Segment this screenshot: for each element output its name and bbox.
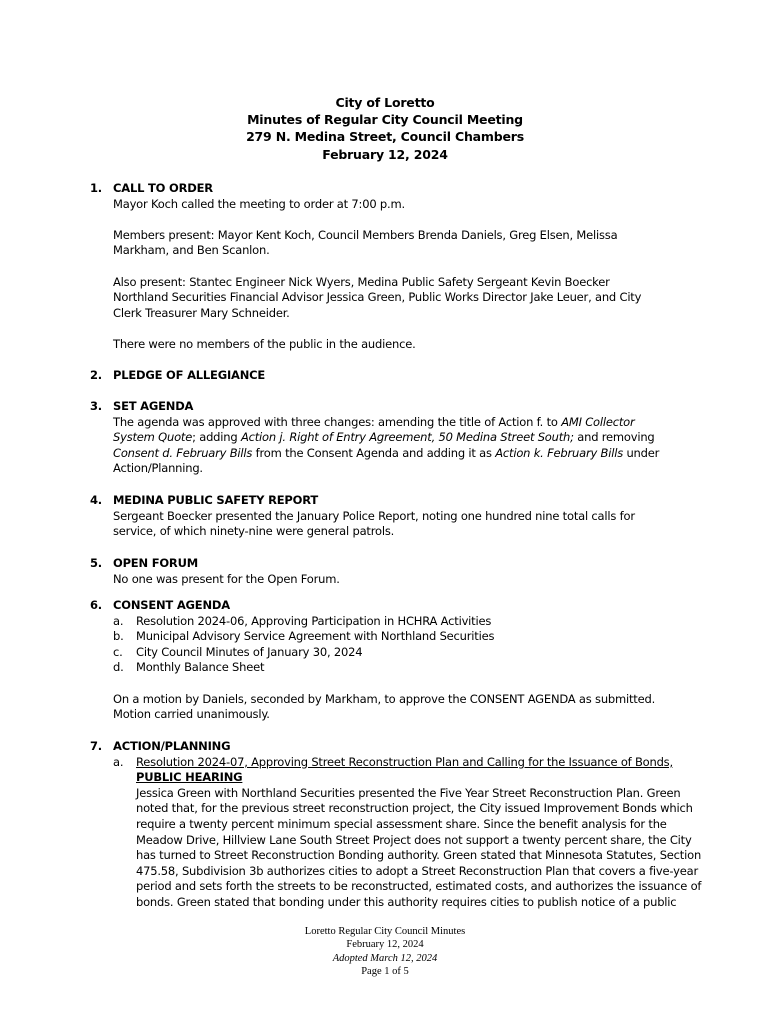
- city-name: City of Loretto: [335, 95, 435, 110]
- list-item: d. Monthly Balance Sheet: [113, 660, 265, 675]
- paragraph: Mayor Koch called the meeting to order at 7:00 p.m.: [113, 196, 405, 211]
- paragraph-line: bonds. Green stated that bonding under this authority requires cities to publish notice of a public: [136, 894, 677, 909]
- section-number: 6.: [90, 598, 102, 612]
- list-item: c. City Council Minutes of January 30, 2024: [113, 644, 363, 659]
- list-item: a. Resolution 2024-06, Approving Participation in HCHRA Activities: [113, 613, 492, 628]
- paragraph: service, of which ninety-nine were general patrols.: [113, 524, 395, 539]
- paragraph-line: noted that, for the previous street reconstruction project, the City issued Improvement Bonds which: [136, 801, 693, 816]
- section-number: 3.: [90, 399, 102, 413]
- document-title: Minutes of Regular City Council Meeting: [247, 112, 523, 128]
- document-header: [0, 94, 770, 163]
- section-number: 4.: [90, 493, 102, 507]
- action-item-body: [113, 785, 702, 911]
- list-item: b. Municipal Advisory Service Agreement with Northland Securities: [113, 629, 495, 644]
- paragraph-line: Meadow Drive, Hillview Lane South Street Project does not support a twenty percent share, the City: [136, 832, 692, 847]
- paragraph: The agenda was approved with three changes: amending the title of Action f. to AMI Collector: [113, 414, 635, 429]
- section-number: 1.: [90, 181, 102, 195]
- paragraph-line: require a twenty percent minimum special assessment share. Since the benefit analysis for the: [136, 816, 667, 831]
- section-heading: CALL TO ORDER: [113, 181, 213, 195]
- section-number: 2.: [90, 368, 102, 382]
- paragraph-line: period and sets forth the streets to be reconstructed, estimated costs, and authorizes the issuance of: [136, 879, 702, 894]
- meeting-location: 279 N. Medina Street, Council Chambers: [246, 129, 524, 145]
- paragraph: There were no members of the public in the audience.: [113, 336, 416, 351]
- paragraph: Northland Securities Financial Advisor Jessica Green, Public Works Director Jake Leuer, and City: [113, 290, 642, 305]
- paragraph-line: has turned to Street Reconstruction Bonding authority. Green stated that Minnesota Statutes, Section: [136, 848, 702, 863]
- section-heading: CONSENT AGENDA: [113, 598, 230, 612]
- paragraph: Sergeant Boecker presented the January Police Report, noting one hundred nine total calls for: [113, 508, 635, 523]
- meeting-date: February 12, 2024: [322, 146, 448, 162]
- page-footer: [0, 925, 770, 979]
- footer-title: Loretto Regular City Council Minutes: [304, 926, 466, 937]
- section-heading: OPEN FORUM: [113, 556, 198, 570]
- paragraph: On a motion by Daniels, seconded by Markham, to approve the CONSENT AGENDA as submitted.: [113, 691, 656, 706]
- section-heading: PLEDGE OF ALLEGIANCE: [113, 368, 266, 382]
- paragraph: Action/Planning.: [113, 461, 203, 476]
- paragraph: Markham, and Ben Scanlon.: [113, 243, 270, 258]
- paragraph: Also present: Stantec Engineer Nick Wyers, Medina Public Safety Sergeant Kevin Boecker: [113, 274, 610, 289]
- paragraph-line: Jessica Green with Northland Securities presented the Five Year Street Reconstruction Plan. Green: [136, 785, 681, 800]
- page-number: Page 1 of 5: [361, 966, 409, 978]
- footer-adopted: Adopted March 12, 2024: [332, 952, 438, 964]
- paragraph: Consent d. February Bills from the Consent Agenda and adding it as Action k. February Bills under: [113, 445, 660, 460]
- paragraph: Motion carried unanimously.: [113, 707, 270, 722]
- action-item-title: a. Resolution 2024-07, Approving Street Reconstruction Plan and Calling for the Issuance of Bonds,: [113, 754, 673, 769]
- paragraph: System Quote; adding Action j. Right of Entry Agreement, 50 Medina Street South; and removing: [113, 430, 655, 445]
- public-hearing-label: PUBLIC HEARING: [136, 770, 243, 785]
- paragraph: Members present: Mayor Kent Koch, Council Members Brenda Daniels, Greg Elsen, Melissa: [113, 227, 618, 242]
- section-heading: MEDINA PUBLIC SAFETY REPORT: [113, 493, 319, 507]
- paragraph: Clerk Treasurer Mary Schneider.: [113, 305, 290, 320]
- paragraph-line: 475.58, Subdivision 3b authorizes cities to adopt a Street Reconstruction Plan that covers a five-year: [136, 863, 699, 878]
- section-heading: SET AGENDA: [113, 399, 194, 413]
- section-number: 7.: [90, 739, 102, 753]
- section-heading: ACTION/PLANNING: [113, 739, 231, 753]
- footer-date: February 12, 2024: [346, 939, 424, 951]
- section-number: 5.: [90, 556, 102, 570]
- paragraph: No one was present for the Open Forum.: [113, 571, 340, 586]
